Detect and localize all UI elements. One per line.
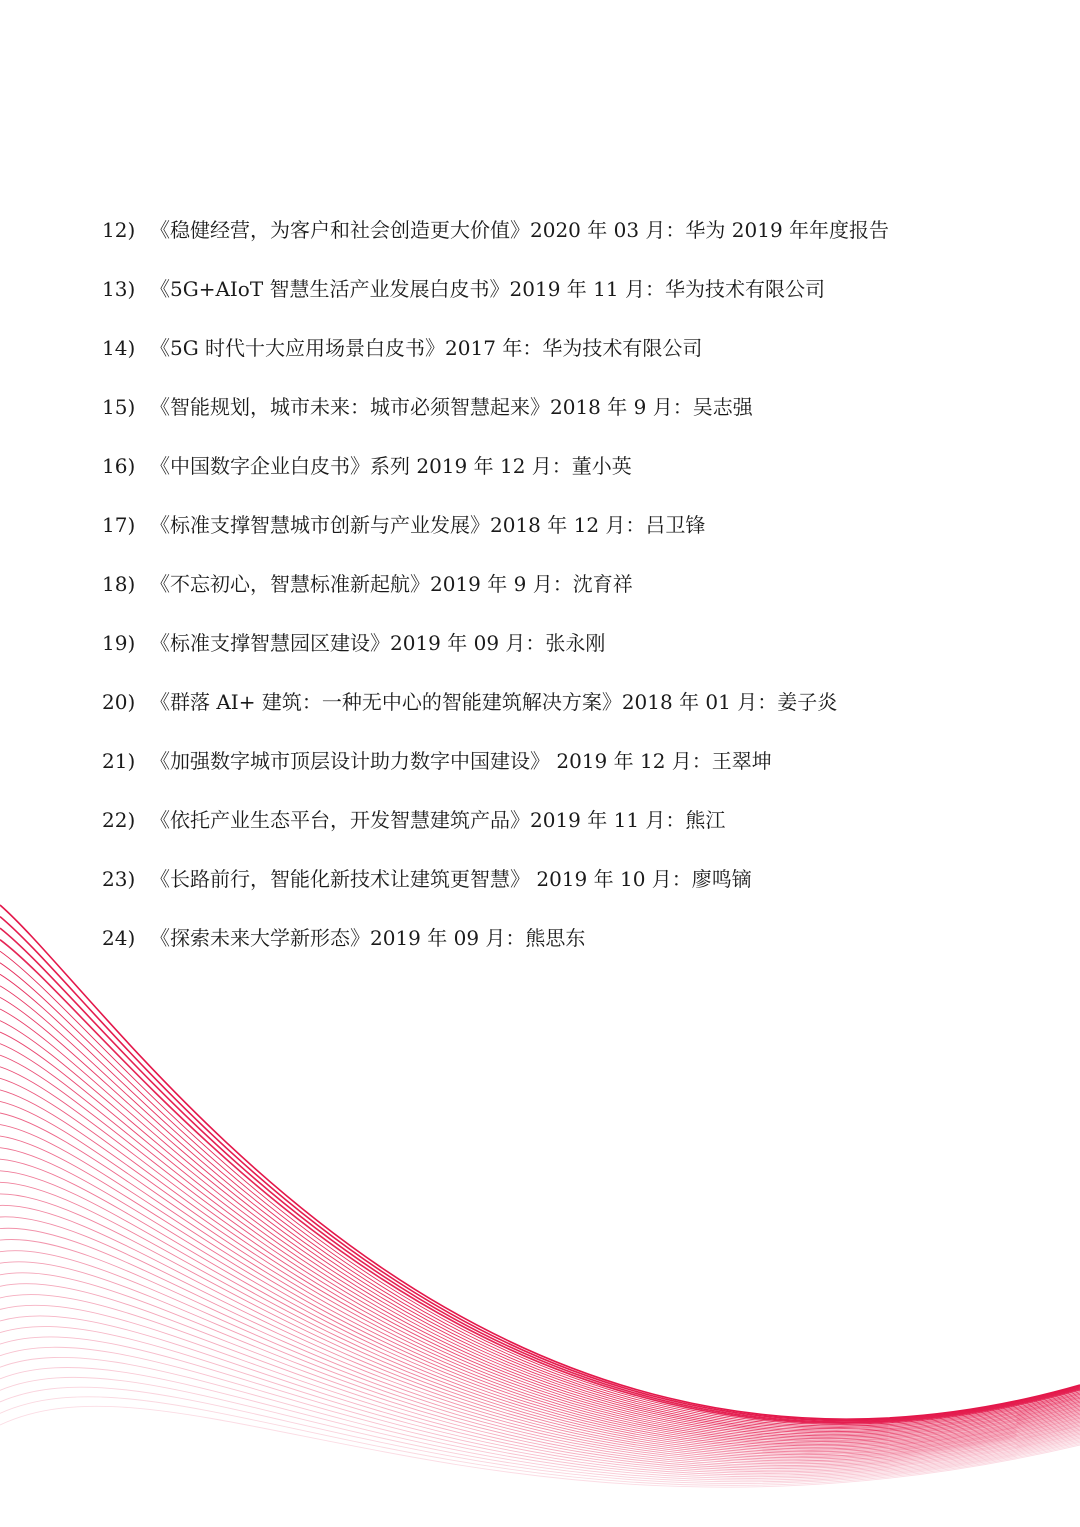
wave-line	[0, 1305, 1080, 1470]
wave-line	[0, 1337, 1080, 1475]
list-item	[102, 908, 1002, 967]
wave-line	[0, 1078, 1080, 1440]
wave-line	[0, 1397, 1080, 1486]
reference-text: 《探索未来大学新形态》2019 年 09 月：熊思东	[150, 925, 586, 950]
wave-line	[0, 1044, 1080, 1436]
wave-line	[0, 1316, 1080, 1472]
reference-number: 14)	[102, 335, 136, 360]
list-item	[102, 849, 1002, 908]
wave-line	[0, 986, 1080, 1429]
list-item	[102, 200, 1002, 259]
reference-text: 《5G+AIoT 智慧生活产业发展白皮书》2019 年 11 月：华为技术有限公司	[150, 276, 825, 301]
wave-line	[0, 997, 1080, 1430]
wave-line	[0, 940, 1080, 1424]
list-item	[102, 377, 1002, 436]
wave-line	[0, 1406, 1080, 1487]
reference-text: 《标准支撑智慧园区建设》2019 年 09 月：张永刚	[150, 630, 606, 655]
wave-line	[0, 1357, 1080, 1478]
reference-number: 21)	[102, 748, 136, 773]
reference-number: 12)	[102, 217, 136, 242]
reference-text: 《加强数字城市顶层设计助力数字中国建设》 2019 年 12 月：王翠坤	[150, 748, 772, 773]
reference-number: 22)	[102, 807, 136, 832]
list-item	[102, 672, 1002, 731]
reference-text: 《群落 AI+ 建筑：一种无中心的智能建筑解决方案》2018 年 01 月：姜子炎	[150, 689, 838, 714]
wave-line	[0, 1171, 1080, 1452]
wave-line	[0, 1021, 1080, 1433]
wave-line	[0, 951, 1080, 1424]
reference-text: 《依托产业生态平台，开发智慧建筑产品》2019 年 11 月：熊江	[150, 807, 726, 832]
wave-line	[0, 1347, 1080, 1476]
reference-number: 18)	[102, 571, 136, 596]
wave-line	[0, 905, 1080, 1419]
wave-line	[0, 1113, 1080, 1444]
list-item	[102, 554, 1002, 613]
wave-line	[0, 1148, 1080, 1449]
reference-text: 《5G 时代十大应用场景白皮书》2017 年：华为技术有限公司	[150, 335, 703, 360]
reference-number: 19)	[102, 630, 136, 655]
wave-line	[0, 1182, 1080, 1453]
wave-line	[0, 1273, 1080, 1466]
list-item	[102, 318, 1002, 377]
wave-line	[0, 1009, 1080, 1432]
reference-text: 《稳健经营，为客户和社会创造更大价值》2020 年 03 月：华为 2019 年年度报告	[150, 217, 890, 242]
list-item	[102, 790, 1002, 849]
wave-line	[0, 917, 1080, 1421]
list-item	[102, 495, 1002, 554]
reference-number: 23)	[102, 866, 136, 891]
reference-text: 《标准支撑智慧城市创新与产业发展》2018 年 12 月：吕卫锋	[150, 512, 706, 537]
wave-line	[0, 1159, 1080, 1450]
list-item	[102, 731, 1002, 790]
wave-line	[0, 1101, 1080, 1443]
list-item	[102, 436, 1002, 495]
wave-line	[0, 1055, 1080, 1437]
wave-line	[0, 1387, 1080, 1483]
reference-number: 13)	[102, 276, 136, 301]
reference-text: 《长路前行，智能化新技术让建筑更智慧》 2019 年 10 月：廖鸣镝	[150, 866, 752, 891]
wave-line	[0, 1090, 1080, 1442]
list-item	[102, 259, 1002, 318]
wave-line	[0, 1377, 1080, 1481]
wave-line	[0, 1205, 1080, 1456]
reference-number: 15)	[102, 394, 136, 419]
wave-line	[0, 1295, 1080, 1469]
reference-number: 20)	[102, 689, 136, 714]
wave-line	[0, 1367, 1080, 1480]
reference-text: 《中国数字企业白皮书》系列 2019 年 12 月：董小英	[150, 453, 632, 478]
reference-list	[102, 200, 1002, 967]
reference-number: 17)	[102, 512, 136, 537]
wave-line	[0, 1067, 1080, 1439]
list-item	[102, 613, 1002, 672]
wave-line	[0, 974, 1080, 1427]
wave-line	[0, 1032, 1080, 1434]
wave-line	[0, 1125, 1080, 1446]
wave-line	[0, 928, 1080, 1422]
wave-line	[0, 1228, 1080, 1459]
wave-line	[0, 1251, 1080, 1463]
wave-line	[0, 1136, 1080, 1447]
wave-line	[0, 1194, 1080, 1455]
wave-line	[0, 1262, 1080, 1464]
wave-line	[0, 1284, 1080, 1467]
reference-number: 16)	[102, 453, 136, 478]
reference-text: 《智能规划，城市未来：城市必须智慧起来》2018 年 9 月：吴志强	[150, 394, 753, 419]
reference-text: 《不忘初心，智慧标准新起航》2019 年 9 月：沈育祥	[150, 571, 633, 596]
wave-line	[0, 963, 1080, 1426]
wave-line	[0, 1327, 1080, 1474]
wave-line	[0, 1239, 1080, 1460]
wave-line	[0, 1217, 1080, 1458]
reference-number: 24)	[102, 925, 136, 950]
